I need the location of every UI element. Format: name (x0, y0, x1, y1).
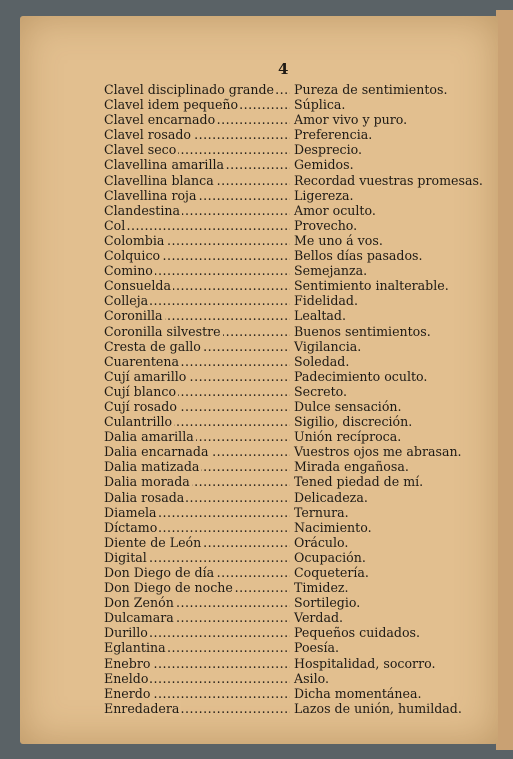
flower-name: Cuarentena (104, 353, 179, 369)
flower-name: Clandestina (104, 202, 180, 218)
list-item (104, 308, 484, 323)
list-item (104, 505, 484, 520)
list-item (104, 203, 484, 218)
flower-name: Digital (104, 549, 147, 565)
flower-name: Clavellina amarilla (104, 157, 225, 173)
list-item (104, 550, 484, 565)
flower-name-cell (104, 263, 290, 278)
list-item (104, 490, 484, 505)
flower-meaning: Lazos de unión, humildad. (294, 700, 462, 716)
flower-name: Dalia rosada (104, 489, 185, 505)
flower-name-cell (104, 82, 290, 97)
flower-name: Don Diego de día (104, 565, 215, 580)
list-item (104, 640, 484, 655)
list-item (104, 671, 484, 686)
list-item (104, 112, 484, 127)
list-item (104, 399, 484, 414)
flower-name-cell (104, 444, 290, 459)
flower-name-cell (104, 701, 290, 716)
list-item (104, 157, 484, 172)
flower-name: Coronilla (104, 308, 163, 324)
flower-name: Col (104, 217, 126, 233)
list-item (104, 369, 484, 384)
flower-name-cell (104, 188, 290, 203)
flower-meaning: Me uno á vos. (294, 232, 383, 248)
flower-meaning: Timidez. (294, 580, 349, 596)
flower-meaning: Sigilio, discreción. (294, 414, 413, 430)
flower-name-cell (104, 459, 290, 474)
flower-name-cell (104, 97, 290, 112)
list-item (104, 188, 484, 203)
flower-meaning: Buenos sentimientos. (294, 323, 431, 339)
flower-name-cell (104, 414, 290, 429)
flower-name-cell (104, 339, 290, 354)
flower-name-cell (104, 429, 290, 444)
flower-name: Enerdo (104, 685, 151, 701)
flower-name-cell (104, 595, 290, 610)
flower-name: Dalia morada (104, 474, 190, 490)
list-item (104, 173, 484, 188)
flower-name: Eneldo (104, 670, 149, 686)
list-item (104, 595, 484, 610)
flower-name-cell (104, 656, 290, 671)
next-page-edge (496, 10, 513, 750)
flower-name-cell (104, 550, 290, 565)
flower-meaning: Sortilegio. (294, 595, 361, 611)
list-item (104, 339, 484, 354)
flower-name: Dalia encarnada (104, 444, 209, 460)
flower-name: Dalia matizada (104, 459, 200, 475)
flower-name-cell (104, 308, 290, 323)
flower-name-cell (104, 127, 290, 142)
flower-name-cell (104, 580, 290, 595)
flower-name: Cují rosado (104, 398, 177, 414)
flower-name: Consuelda (104, 278, 171, 294)
flower-name-cell (104, 384, 290, 399)
flower-meaning: Provecho. (294, 217, 358, 233)
flower-name: Clavellina blanca (104, 172, 214, 188)
flower-name: Diamela (104, 504, 157, 520)
flower-name-cell (104, 399, 290, 414)
flower-name: Comino (104, 263, 153, 279)
flower-name: Durillo (104, 625, 148, 641)
flower-name-cell (104, 218, 290, 233)
list-item (104, 520, 484, 535)
flower-name-cell (104, 640, 290, 655)
list-item (104, 625, 484, 640)
flower-name: Enebro (104, 655, 151, 671)
flower-name-cell (104, 112, 290, 127)
flower-meaning: Verdad. (294, 610, 344, 626)
list-item (104, 414, 484, 429)
list-item (104, 686, 484, 701)
flower-name-cell (104, 490, 290, 505)
flower-name: Coronilla silvestre (104, 323, 221, 339)
list-item (104, 233, 484, 248)
flower-meaning: Secreto. (294, 383, 348, 399)
flower-name-cell (104, 474, 290, 489)
list-item (104, 565, 484, 580)
flower-name: Enredadera (104, 700, 180, 716)
flower-name-cell (104, 278, 290, 293)
flower-name: Colleja (104, 293, 149, 309)
flower-name: Don Zenón (104, 595, 174, 611)
flower-name: Cresta de gallo (104, 338, 201, 354)
list-item (104, 459, 484, 474)
list-item (104, 82, 484, 97)
list-item (104, 293, 484, 308)
flower-name: Díctamo (104, 519, 158, 535)
flower-name: Cují blanco (104, 383, 177, 399)
flower-meaning: Ligereza. (294, 187, 354, 203)
flower-name: Clavellina roja (104, 187, 197, 203)
list-item (104, 580, 484, 595)
flower-name: Clavel rosado (104, 127, 191, 143)
flower-name-cell (104, 565, 290, 580)
list-item (104, 701, 484, 716)
flower-name-cell (104, 369, 290, 384)
flower-name: Clavel seco (104, 142, 177, 158)
flower-name: Clavel encarnado (104, 112, 216, 128)
flower-name-cell (104, 293, 290, 308)
flower-name-cell (104, 535, 290, 550)
list-item (104, 384, 484, 399)
list-item (104, 474, 484, 489)
list-item (104, 324, 484, 339)
flower-meaning: Sentimiento inalterable. (294, 278, 449, 294)
page-number: 4 (278, 60, 289, 78)
flower-meaning: Bellos días pasados. (294, 248, 423, 264)
flower-meaning: Gemidos. (294, 157, 354, 173)
flower-name: Dulcamara (104, 610, 174, 626)
flower-name: Diente de León (104, 534, 202, 550)
flower-meaning: Padecimiento oculto. (294, 368, 428, 384)
flower-meaning: Unión recíproca. (294, 429, 402, 445)
flower-meaning: Oráculo. (294, 534, 349, 550)
flower-name: Clavel disciplinado grande (104, 82, 275, 97)
flower-meaning: Ternura. (294, 504, 349, 520)
list-item (104, 535, 484, 550)
list-item (104, 97, 484, 112)
flower-name: Dalia amarilla (104, 429, 194, 445)
flower-meaning: Vuestros ojos me abrasan. (294, 444, 462, 460)
flower-meaning: Coquetería. (294, 565, 369, 580)
flower-meaning: Ocupación. (294, 549, 366, 565)
flower-meaning: Pureza de sentimientos. (294, 82, 448, 97)
flower-name-cell (104, 505, 290, 520)
flower-meaning: Desprecio. (294, 142, 362, 158)
list-item (104, 142, 484, 157)
flower-name-cell (104, 157, 290, 172)
flower-meaning: Delicadeza. (294, 489, 368, 505)
flower-meaning: Preferencia. (294, 127, 373, 143)
flower-name-cell (104, 233, 290, 248)
flower-name: Culantrillo (104, 414, 173, 430)
flower-meaning: Amor vivo y puro. (294, 112, 408, 128)
flower-meaning: Tened piedad de mí. (294, 474, 424, 490)
flower-name-cell (104, 324, 290, 339)
list-item (104, 127, 484, 142)
flower-name-cell (104, 203, 290, 218)
flower-meaning: Pequeños cuidados. (294, 625, 421, 641)
flower-name-cell (104, 354, 290, 369)
flower-meaning: Dulce sensación. (294, 398, 402, 414)
flower-meaning: Mirada engañosa. (294, 459, 409, 475)
flower-name: Clavel idem pequeño (104, 97, 239, 113)
flower-meaning-list (104, 82, 484, 716)
flower-name-cell (104, 686, 290, 701)
list-item (104, 278, 484, 293)
flower-meaning: Dicha momentánea. (294, 685, 422, 701)
list-item (104, 429, 484, 444)
flower-meaning: Súplica. (294, 97, 346, 113)
flower-name: Colombia (104, 232, 165, 248)
flower-name-cell (104, 671, 290, 686)
flower-name-cell (104, 173, 290, 188)
list-item (104, 248, 484, 263)
list-item (104, 354, 484, 369)
list-item (104, 610, 484, 625)
flower-meaning: Vigilancia. (294, 338, 362, 354)
flower-meaning: Recordad vuestras promesas. (294, 172, 483, 188)
flower-name-cell (104, 520, 290, 535)
flower-name-cell (104, 142, 290, 157)
flower-name: Don Diego de noche (104, 580, 233, 596)
flower-meaning: Hospitalidad, socorro. (294, 655, 436, 671)
flower-name: Cují amarillo (104, 368, 187, 384)
list-item (104, 263, 484, 278)
flower-meaning: Amor oculto. (294, 202, 376, 218)
flower-meaning: Fidelidad. (294, 293, 358, 309)
flower-meaning: Poesía. (294, 640, 340, 656)
flower-meaning: Lealtad. (294, 308, 346, 324)
flower-name: Colquico (104, 248, 161, 264)
list-item (104, 656, 484, 671)
list-item (104, 444, 484, 459)
flower-meaning: Asilo. (294, 670, 329, 686)
flower-meaning: Semejanza. (294, 263, 368, 279)
flower-name-cell (104, 248, 290, 263)
flower-name-cell (104, 610, 290, 625)
flower-meaning: Soledad. (294, 353, 350, 369)
flower-name-cell (104, 625, 290, 640)
flower-name: Eglantina (104, 640, 166, 656)
list-item (104, 218, 484, 233)
flower-meaning: Nacimiento. (294, 519, 372, 535)
